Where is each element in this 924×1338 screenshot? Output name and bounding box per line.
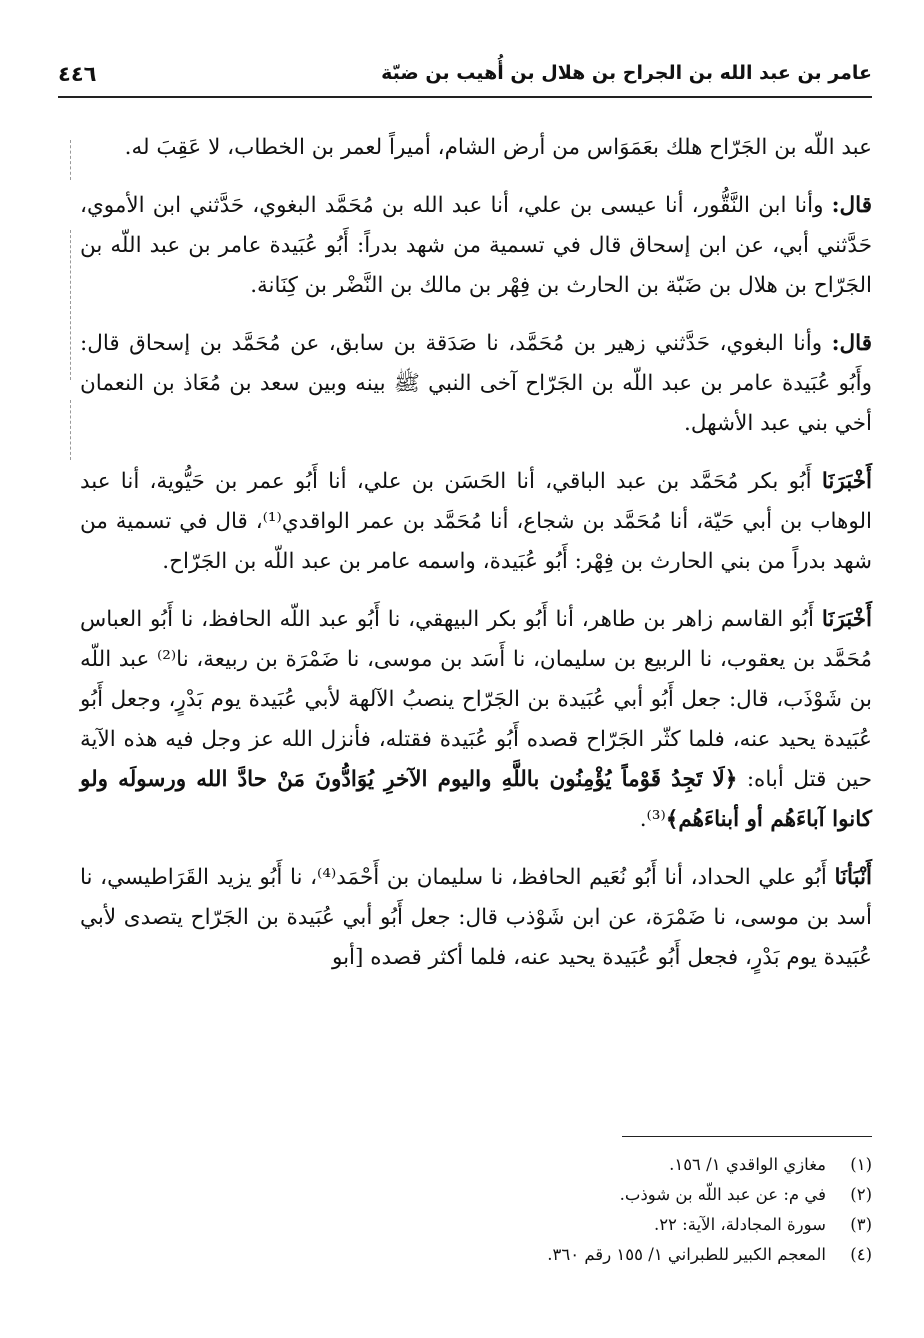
quran-verse: ﴿لَا تَجِدُ قَوْماً يُؤْمِنُون باللَّهِ واليوم الآخرِ يُوَادُّونَ مَنْ حادَّ الله ورسولَه ولو كانوا آباءَهُم أو أبناءَهُم﴾: [80, 767, 872, 832]
paragraph-lead: أَخْبَرَنَا: [821, 607, 872, 632]
footnote-ref: ⁽³⁾.: [639, 807, 666, 832]
main-text: [80, 128, 872, 996]
paragraph-text: أَبُو بكر مُحَمَّد بن عبد الباقي، أنا الحَسَن بن علي، أنا أَبُو عمر بن حَيُّوية، أنا عبد الوهاب بن أبي حَيّة، أنا مُحَمَّد بن شجاع، أنا مُحَمَّد بن عمر الواقدي⁽¹⁾، قال في تسمية من شهد بدراً من بني الحارث بن فِهْر: أَبُو عُبَيدة، واسمه عامر بن عبد اللّه بن الجَرّاح.: [80, 469, 872, 574]
running-header: [58, 52, 872, 98]
paragraph: [80, 858, 872, 978]
paragraph: [80, 128, 872, 168]
footnote-number: (١): [850, 1155, 872, 1174]
paragraph: [80, 186, 872, 306]
footnote-text: في م: عن عبد اللّه بن شوذب.: [619, 1185, 826, 1204]
paragraph-lead: أَنْبَأنَا: [834, 865, 873, 890]
page-number: ٤٤٦: [58, 62, 97, 86]
paragraph-lead: قال:: [831, 193, 872, 218]
paragraph: [80, 324, 872, 444]
footnote: [80, 1240, 872, 1270]
margin-mark: [70, 400, 71, 460]
paragraph-lead: قال:: [831, 331, 872, 356]
paragraph: [80, 462, 872, 582]
footnote-separator: [622, 1136, 872, 1137]
paragraph: [80, 600, 872, 840]
header-title: عامر بن عبد الله بن الجراح بن هلال بن أُهيب بن ضبّة: [381, 62, 872, 84]
footnote-text: مغازي الواقدي ١/ ١٥٦.: [669, 1155, 826, 1174]
footnotes: [80, 1150, 872, 1270]
footnote-number: (٣): [850, 1215, 872, 1234]
footnote: [80, 1180, 872, 1210]
footnote: [80, 1210, 872, 1240]
footnote-text: المعجم الكبير للطبراني ١/ ١٥٥ رقم ٣٦٠.: [547, 1245, 826, 1264]
paragraph-lead: أَخْبَرَنَا: [821, 469, 872, 494]
margin-mark: [70, 230, 71, 380]
paragraph-text: وأنا البغوي، حَدَّثني زهير بن مُحَمَّد، نا صَدَقة بن سابق، عن مُحَمَّد بن إسحاق قال: وأَبُو عُبَيدة عامر بن عبد اللّه بن الجَرّاح آخى النبي ﷺ بينه وبين سعد بن مُعَاذ بن النعمان أخي بني عبد الأشهل.: [80, 331, 872, 436]
paragraph-text: أَبُو علي الحداد، أنا أَبُو نُعَيم الحافظ، نا سليمان بن أَحْمَد⁽⁴⁾، نا أَبُو يزيد القَرَاطيسي، نا أسد بن موسى، نا ضَمْرَة، عن ابن شَوْذب قال: جعل أَبُو أبي عُبَيدة بن الجَرّاح يتصدى لأبي عُبَيدة يوم بَدْرٍ، فجعل أَبُو عُبَيدة يحيد عنه، فلما أكثر قصده [أبو: [80, 865, 872, 970]
footnote: [80, 1150, 872, 1180]
footnote-number: (٢): [850, 1185, 872, 1204]
paragraph-text: أَبُو القاسم زاهر بن طاهر، أنا أَبُو بكر البيهقي، نا أَبُو عبد اللّه الحافظ، نا أَبُو العباس مُحَمَّد بن يعقوب، نا الربيع بن سليمان، نا أَسَد بن موسى، نا ضَمْرَة بن ربيعة، نا⁽²⁾ عبد اللّه بن شَوْذَب، قال: جعل أَبُو أبي عُبَيدة بن الجَرّاح ينصبُ الآلهة لأبي عُبَيدة يوم بَدْرٍ، وجعل أَبُو عُبَيدة يحيد عنه، فلما كثّر الجَرّاح قصده أَبُو عُبَيدة فقتله، فأنزل الله عز وجل فيه هذه الآية حين قتل أباه:: [80, 607, 872, 792]
paragraph-text: وأنا ابن النَّقُّور، أنا عيسى بن علي، أنا عبد الله بن مُحَمَّد البغوي، حَدَّثني ابن الأموي، حَدَّثني أبي، عن ابن إسحاق قال في تسمية من شهد بدراً: أَبُو عُبَيدة عامر بن عبد اللّه بن الجَرّاح بن هلال بن ضَبّة بن الحارث بن فِهْر بن مالك بن النَّضْر بن كِنَانة.: [80, 193, 872, 298]
paragraph-text: عبد اللّه بن الجَرّاح هلك بعَمَوَاس من أرض الشام، أميراً لعمر بن الخطاب، لا عَقِبَ له.: [124, 135, 872, 160]
footnote-number: (٤): [850, 1245, 872, 1264]
margin-mark: [70, 140, 71, 180]
footnote-text: سورة المجادلة، الآية: ٢٢.: [653, 1215, 826, 1234]
